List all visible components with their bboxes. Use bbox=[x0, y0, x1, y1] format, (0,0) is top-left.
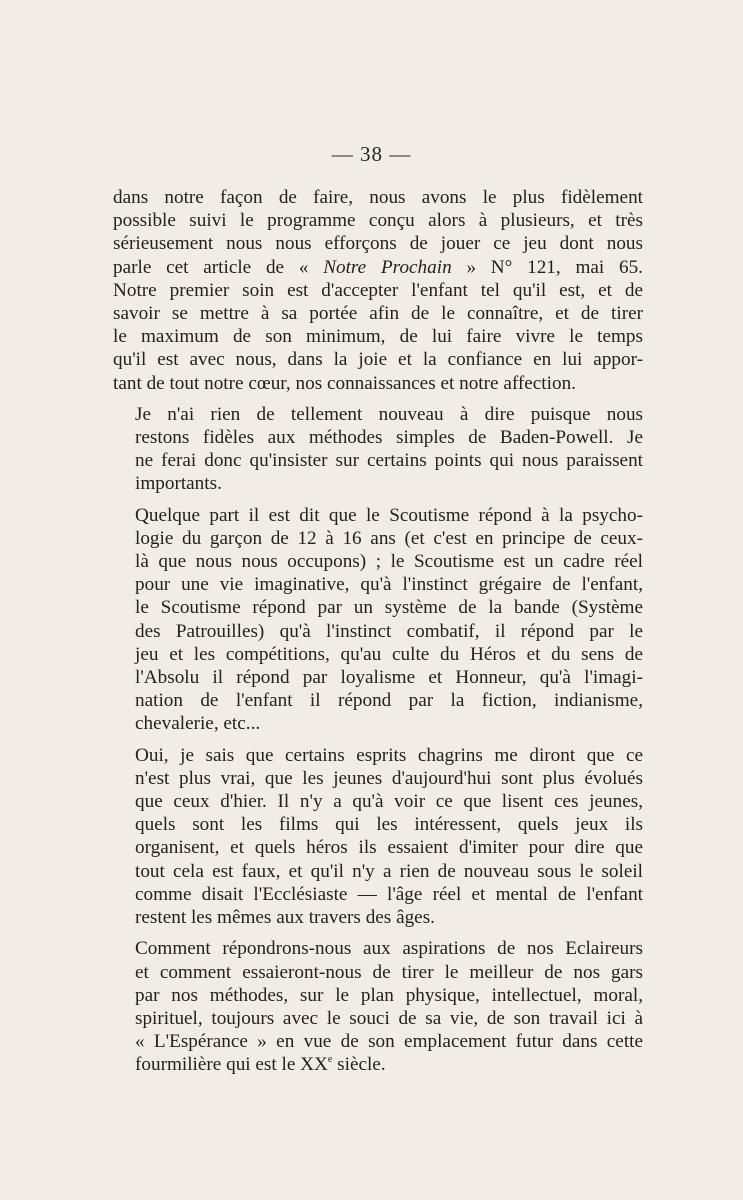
text-line: restent les mêmes aux travers des âges. bbox=[135, 907, 435, 929]
page-number: — 38 — bbox=[331, 142, 412, 166]
text-fragment: parle cet article de « bbox=[113, 256, 324, 278]
text-line: tout cela est faux, et qu'il n'y a rien de nouveau sous le soleil bbox=[135, 860, 643, 882]
paragraph-1 bbox=[113, 186, 643, 395]
text-line: restons fidèles aux méthodes simples de Baden-Powell. Je bbox=[135, 427, 643, 449]
paragraph-5 bbox=[113, 937, 643, 1076]
text-line: ne ferai donc qu'insister sur certains points qui nous paraissent bbox=[135, 450, 643, 472]
text-fragment: » N° 121, mai 65. bbox=[451, 256, 643, 278]
text-fragment: siècle. bbox=[332, 1054, 386, 1076]
text-line: logie du garçon de 12 à 16 ans (et c'est en principe de ceux- bbox=[135, 527, 643, 549]
text-line: sérieusement nous nous efforçons de jouer ce jeu dont nous bbox=[113, 233, 643, 255]
paragraph-3 bbox=[113, 504, 643, 736]
text-line: jeu et les compétitions, qu'au culte du Héros et du sens de bbox=[135, 643, 643, 665]
text-line: possible suivi le programme conçu alors à plusieurs, et très bbox=[113, 210, 643, 232]
text-line: « L'Espérance » en vue de son emplacement futur dans cette bbox=[135, 1031, 643, 1053]
text-line: tant de tout notre cœur, nos connaissances et notre affection. bbox=[113, 372, 576, 394]
text-line: Notre premier soin est d'accepter l'enfant tel qu'il est, et de bbox=[113, 279, 643, 301]
text-line: Je n'ai rien de tellement nouveau à dire puisque nous bbox=[135, 403, 643, 425]
text-line: l'Absolu il répond par loyalisme et Honneur, qu'à l'imagi- bbox=[135, 667, 643, 689]
paragraph-2 bbox=[113, 403, 643, 496]
text-line: Comment répondrons-nous aux aspirations de nos Eclaireurs bbox=[135, 938, 643, 960]
text-line bbox=[113, 1053, 643, 1076]
text-line: savoir se mettre à sa portée afin de le connaître, et de tirer bbox=[113, 303, 643, 325]
text-line: chevalerie, etc... bbox=[135, 713, 261, 735]
text-line: par nos méthodes, sur le plan physique, intellectuel, moral, bbox=[135, 984, 643, 1006]
text-line: Oui, je sais que certains esprits chagrins me diront que ce bbox=[135, 744, 643, 766]
text-line: nation de l'enfant il répond par la fiction, indianisme, bbox=[135, 690, 643, 712]
text-line: pour une vie imaginative, qu'à l'instinct grégaire de l'enfant, bbox=[135, 574, 643, 596]
text-line: des Patrouilles) qu'à l'instinct combatif, il répond par le bbox=[135, 620, 643, 642]
text-line: le maximum de son minimum, de lui faire vivre le temps bbox=[113, 326, 643, 348]
text-line: importants. bbox=[135, 473, 222, 495]
text-line: Quelque part il est dit que le Scoutisme répond à la psycho- bbox=[135, 504, 643, 526]
text-line: et comment essaieront-nous de tirer le meilleur de nos gars bbox=[135, 961, 643, 983]
text-line: qu'il est avec nous, dans la joie et la confiance en lui appor- bbox=[113, 349, 643, 371]
text-line: comme disait l'Ecclésiaste — l'âge réel et mental de l'enfant bbox=[135, 883, 643, 905]
text-line: organisent, et quels héros ils essaient d'imiter pour dire que bbox=[135, 837, 643, 859]
text-line: le Scoutisme répond par un système de la bande (Système bbox=[135, 597, 643, 619]
paragraph-4 bbox=[113, 744, 643, 930]
text-line: là que nous nous occupons) ; le Scoutisme est un cadre réel bbox=[135, 551, 643, 573]
journal-title: Notre Prochain bbox=[323, 256, 452, 278]
body-text bbox=[113, 186, 643, 1085]
text-line: n'est plus vrai, que les jeunes d'aujourd'hui sont plus évolués bbox=[135, 767, 643, 789]
text-line: quels sont les films qui les intéressent, quels jeux ils bbox=[135, 814, 643, 836]
text-line: dans notre façon de faire, nous avons le plus fidèlement bbox=[113, 187, 643, 208]
text-fragment: fourmilière qui est le XX bbox=[135, 1054, 328, 1076]
superscript: e bbox=[327, 1054, 333, 1066]
text-line: que ceux d'hier. Il n'y a qu'à voir ce que lisent ces jeunes, bbox=[135, 791, 643, 813]
text-line bbox=[113, 256, 643, 279]
text-line: spirituel, toujours avec le souci de sa vie, de son travail ici à bbox=[135, 1007, 643, 1029]
